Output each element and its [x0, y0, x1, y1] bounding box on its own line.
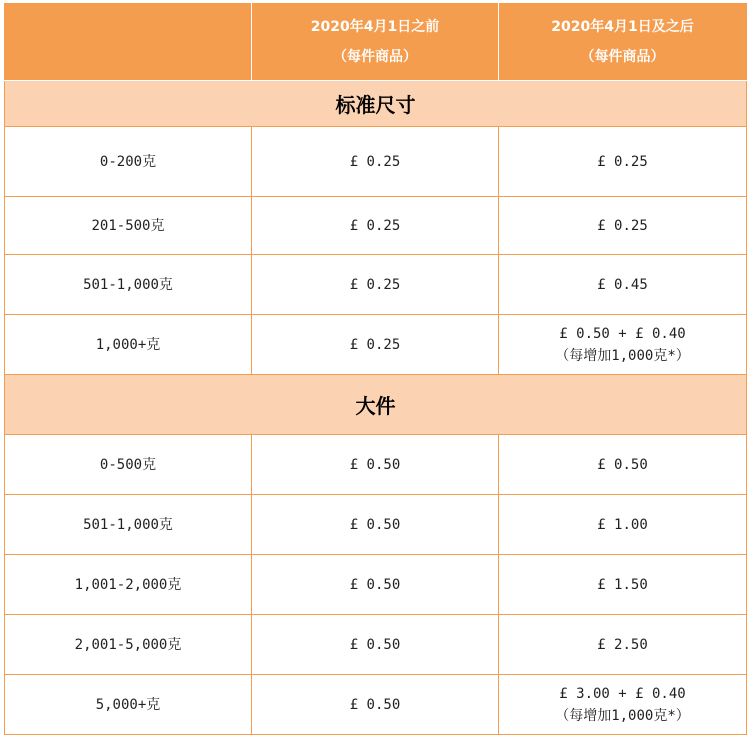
weight-cell: 2,001-5,000克: [5, 615, 252, 675]
header-weight-cell: [5, 4, 252, 81]
table-row: [5, 435, 747, 495]
header-before-unit: （每件商品）: [333, 49, 417, 65]
table-row: [5, 615, 747, 675]
fee-before-cell: £ 0.50: [252, 495, 499, 555]
section-row-standard: [5, 81, 747, 127]
fee-after-cell: £ 1.50: [499, 555, 747, 615]
fee-before-cell: £ 0.25: [252, 255, 499, 315]
table-row: [5, 127, 747, 197]
fee-after-cell: £ 0.25: [499, 197, 747, 255]
fee-after-cell: £ 0.50: [499, 435, 747, 495]
weight-cell: 501-1,000克: [5, 255, 252, 315]
fee-table: [4, 3, 747, 735]
fee-after-note: （每增加1,000克*）: [555, 347, 690, 364]
fee-after-cell: £ 0.45: [499, 255, 747, 315]
fee-after-cell: [499, 675, 747, 735]
section-title-oversize: 大件: [5, 375, 747, 435]
header-after-cell: [499, 4, 747, 81]
table-row: [5, 495, 747, 555]
table-row: [5, 675, 747, 735]
fee-before-cell: £ 0.25: [252, 197, 499, 255]
fee-after-base: £ 3.00 + £ 0.40: [559, 685, 686, 702]
fee-after-cell: £ 1.00: [499, 495, 747, 555]
fee-before-cell: £ 0.50: [252, 675, 499, 735]
fee-before-cell: £ 0.50: [252, 555, 499, 615]
weight-cell: 0-500克: [5, 435, 252, 495]
table-row: [5, 315, 747, 375]
fee-after-note: （每增加1,000克*）: [555, 707, 690, 724]
weight-cell: 501-1,000克: [5, 495, 252, 555]
fee-before-cell: £ 0.50: [252, 435, 499, 495]
weight-cell: 5,000+克: [5, 675, 252, 735]
section-title-standard: 标准尺寸: [5, 81, 747, 127]
header-before-date: 2020年4月1日之前: [310, 19, 440, 35]
table-row: [5, 255, 747, 315]
weight-cell: 0-200克: [5, 127, 252, 197]
table-row: [5, 197, 747, 255]
fee-after-cell: [499, 315, 747, 375]
fee-before-cell: £ 0.25: [252, 127, 499, 197]
weight-cell: 1,000+克: [5, 315, 252, 375]
section-row-oversize: [5, 375, 747, 435]
weight-cell: 1,001-2,000克: [5, 555, 252, 615]
header-after-unit: （每件商品）: [580, 49, 665, 65]
table-row: [5, 555, 747, 615]
header-after-date: 2020年4月1日及之后: [551, 19, 694, 35]
header-before-cell: [252, 4, 499, 81]
weight-cell: 201-500克: [5, 197, 252, 255]
header-row: [5, 4, 747, 81]
fee-after-cell: £ 0.25: [499, 127, 747, 197]
fee-before-cell: £ 0.25: [252, 315, 499, 375]
fee-after-cell: £ 2.50: [499, 615, 747, 675]
fee-after-base: £ 0.50 + £ 0.40: [559, 325, 686, 342]
fee-before-cell: £ 0.50: [252, 615, 499, 675]
